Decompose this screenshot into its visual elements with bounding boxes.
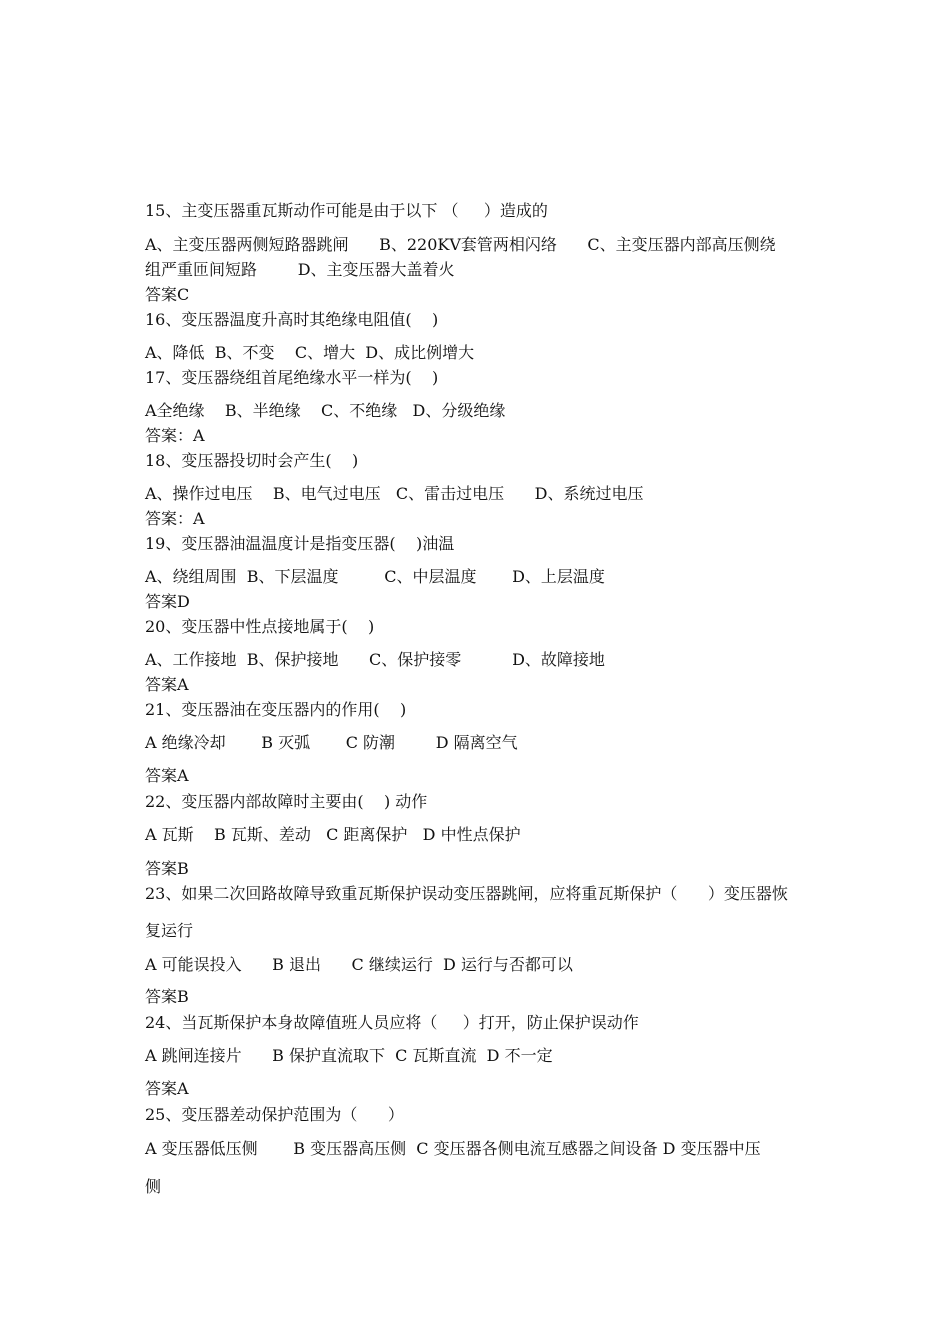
question-22: 22、变压器内部故障时主要由( ) 动作 <box>145 792 428 811</box>
question-18: 18、变压器投切时会产生( ) <box>145 451 359 470</box>
options-21: A 绝缘冷却 B 灭弧 C 防潮 D 隔离空气 <box>145 733 518 752</box>
options-18: A、操作过电压 B、电气过电压 C、雷击过电压 D、系统过电压 <box>145 484 644 503</box>
options-25-continued: 侧 <box>145 1177 162 1196</box>
question-23: 23、如果二次回路故障导致重瓦斯保护误动变压器跳闸，应将重瓦斯保护（ ）变压器恢 <box>145 884 788 903</box>
options-22: A 瓦斯 B 瓦斯、差动 C 距离保护 D 中性点保护 <box>145 825 521 844</box>
answer-18: 答案：A <box>145 509 205 528</box>
options-19: A、绕组周围 B、下层温度 C、中层温度 D、上层温度 <box>145 567 605 586</box>
options-20: A、工作接地 B、保护接地 C、保护接零 D、故障接地 <box>145 650 605 669</box>
answer-17: 答案：A <box>145 426 205 445</box>
answer-23: 答案B <box>145 987 189 1006</box>
answer-19: 答案D <box>145 592 190 611</box>
question-15: 15、主变压器重瓦斯动作可能是由于以下 （ ）造成的 <box>145 201 548 220</box>
answer-21: 答案A <box>145 766 189 785</box>
question-23-continued: 复运行 <box>145 921 194 940</box>
question-20: 20、变压器中性点接地属于( ) <box>145 617 375 636</box>
question-19: 19、变压器油温温度计是指变压器( )油温 <box>145 534 455 553</box>
options-15: A、主变压器两侧短路器跳闸 B、220KV套管两相闪络 C、主变压器内部高压侧绕 <box>145 235 776 254</box>
question-21: 21、变压器油在变压器内的作用( ) <box>145 700 407 719</box>
options-17: A全绝缘 B、半绝缘 C、不绝缘 D、分级绝缘 <box>145 401 506 420</box>
options-25: A 变压器低压侧 B 变压器高压侧 C 变压器各侧电流互感器之间设备 D 变压器中压 <box>145 1139 761 1158</box>
question-25: 25、变压器差动保护范围为（ ） <box>145 1105 404 1124</box>
question-24: 24、当瓦斯保护本身故障值班人员应将（ ）打开，防止保护误动作 <box>145 1013 639 1032</box>
question-16: 16、变压器温度升高时其绝缘电阻值( ) <box>145 310 439 329</box>
options-16: A、降低 B、不变 C、增大 D、成比例增大 <box>145 343 475 362</box>
question-17: 17、变压器绕组首尾绝缘水平一样为( ) <box>145 368 439 387</box>
options-24: A 跳闸连接片 B 保护直流取下 C 瓦斯直流 D 不一定 <box>145 1046 553 1065</box>
answer-15: 答案C <box>145 285 190 304</box>
options-23: A 可能误投入 B 退出 C 继续运行 D 运行与否都可以 <box>145 955 573 974</box>
answer-24: 答案A <box>145 1079 189 1098</box>
answer-20: 答案A <box>145 675 189 694</box>
options-15-continued: 组严重匝间短路 D、主变压器大盖着火 <box>145 260 455 279</box>
answer-22: 答案B <box>145 859 189 878</box>
